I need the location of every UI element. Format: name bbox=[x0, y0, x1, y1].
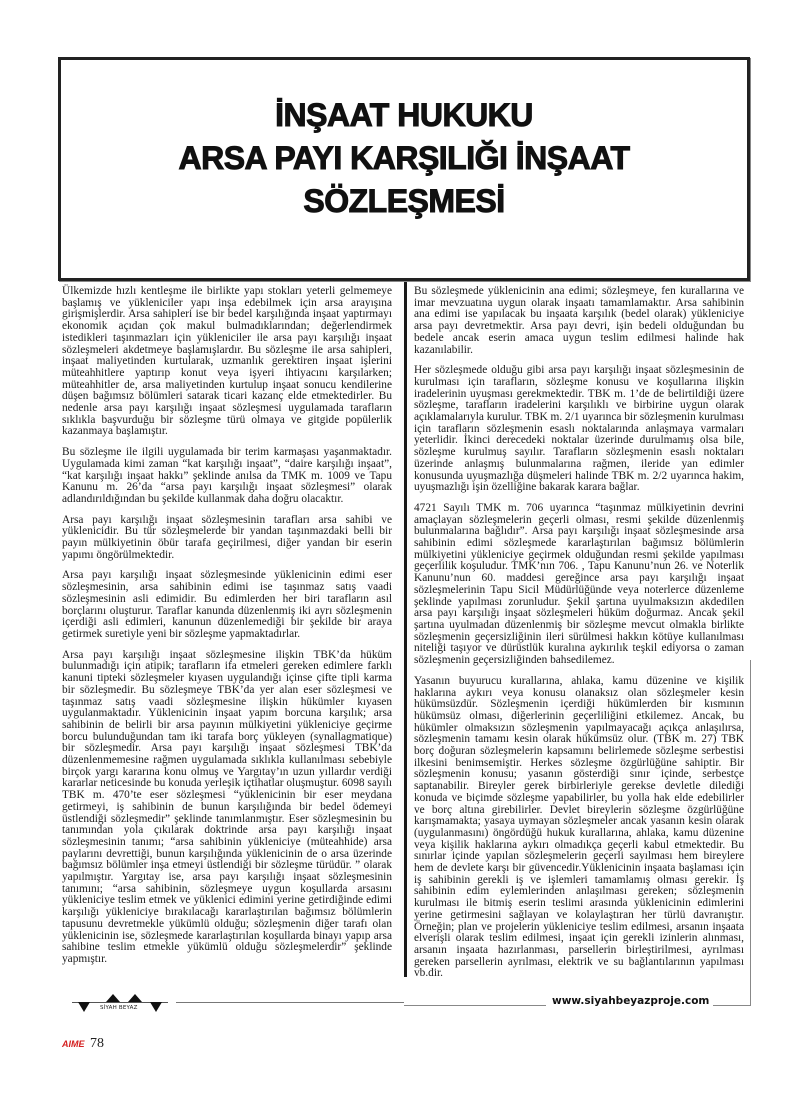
paragraph: Yasanın buyurucu kurallarına, ahlaka, kamu düzenine ve kişilik haklarına aykırı veya konusu olanaksız olan sözleşmeler kesin hükümsüzdür. Sözleşmenin içerdiği hükümlerden bir kısmının hükümsüz olması, diğerlerinin geçerliliğini etkilemez. Ancak, bu hükümler olmaksızın sözleşmenin yapılmayacağı açıkça anlaşılırsa, sözleşmenin tamamı kesin olarak hükümsüz olur. (TBK m. 27) TBK borç doğuran sözleşmelerin kapsamını belirlemede sözleşme serbestisi ilkesini benimsemiştir. Herkes sözleşme özgürlüğüne sahiptir. Bir sözleşmenin konusu; yasanın gösterdiği sınır içinde, serbestçe saptanabilir. Bireyler gerek birbirleriyle gerekse devletle dilediği konuda ve biçimde sözleşme yapabilirler, bu yolla hak elde edebilirler ve borç altına girebilirler. Devlet bireylerin sözleşme özgürlüğüne karışmamakta; yasaya uymayan sözleşmeler ancak yasanın kesin olarak (uygulanmasını) öngördüğü hukuk kurallarına, ahlaka, kamu düzenine veya kişilik haklarına aykırı olmadıkça geçerli kabul etmektedir. Bu sınırlar içinde yapılan sözleşmelerin geçerli sayılması hem bireylere hem de devlete karşı bir güvencedir.Yüklenicinin inşaata başlaması için iş sahibinin gerekli iş ve işlemleri tamamlamış olması gerekir. İş sahibinin edim eylemlerinden anlaşılması gereken; sözleşmenin kurulması ile bitmiş eserin teslimi arasında yüklenicinin edimlerini yerine getirmesini sağlayan ve kolaylaştıran her türlü davranıştır. Örneğin; plan ve projelerin yükleniciye teslim edilmesi, arsanın inşaata elverişli olarak teslim edilmesi, inşaat için gerekli izinlerin alınması, arsanın inşaata hazırlanması, parsellerin birleştirilmesi, ayrılması gereken parsellerin ayrılması, elektrik ve su bağlantılarının yapılması vb.dir. bbox=[414, 674, 744, 980]
paragraph: Arsa payı karşılığı inşaat sözleşmesine ilişkin TBK’da hüküm bulunmadığı için atipik; tarafların ifa etmeleri gereken edimlere farklı kanuni tipteki sözleşmeler kıyasen uygulandığı içinse çifte tipli karma bir sözleşmedir. Bu sözleşmeye TBK’da yer alan eser sözleşmesi ve taşınmaz satış vaadi sözleşmesine ilişkin hükümler kıyasen uygulanmaktadır. Yüklenicinin inşaat yapım borcuna karşılık; arsa sahibinin de belirli bir arsa payının mülkiyetini yükleniciye geçirme borcu bulunduğundan tam iki tarafa borç yükleyen (synallagmatique) bir sözleşmedir. Arsa payı karşılığı inşaat sözleşmesi TBK’da düzenlenmemesine rağmen uygulamada sıklıkla kullanılması sebebiyle birçok yargı kararına konu olmuş ve Yargıtay’ın uzun yıllardır verdiği kararlar neticesinde bu konuda yerleşik içtihatlar oluşmuştur. 6098 sayılı TBK m. 470’te eser sözleşmesi “yüklenicinin bir eser meydana getirmeyi, iş sahibinin de bunun karşılığında bir bedel ödemeyi üstlendiği sözleşmedir” şeklinde tanımlanmıştır. Eser sözleşmesinin bu tanımından yola çıkılarak doktrinde arsa payı karşılığı inşaat sözleşmesinin tanımı; “arsa sahibinin yükleniciye (müteahhide) arsa paylarını devrettiği, bunun karşılığında yüklenicinin de o arsa üzerinde bağımsız bölümler inşa etmeyi üstlendiği bir sözleşme türüdür. ” olarak yapılmıştır. Yargıtay ise, arsa payı karşılığı inşaat sözleşmesinin tanımını; “arsa sahibinin, sözleşmeye uygun koşullarda arsasını yükleniciye teslim etmek ve yüklenici edimini yerine getirdiğinde edimi karşılığı yükleniciye bırakılacağı kararlaştırılan bağımsız bölümlerin tapusunu devretmekle yükümlü olduğu; sözleşmenin diğer tarafı olan yüklenicinin ise, sözleşmede kararlaştırılan koşullarda binayı yapıp arsa sahibine teslim etmekle yükümlü olduğu sözleşmelerdir” şeklinde yapmıştır. bbox=[62, 648, 392, 965]
title-box bbox=[58, 57, 750, 281]
paragraph: Ülkemizde hızlı kentleşme ile birlikte yapı stokları yeterli gelmemeye başlamış ve yükleniciler yapı inşa edebilmek için arsa arayışına girişmişlerdir. Arsa sahipleri ise bir bedel karşılığında inşaat yaptırmayı ekonomik açıdan çok makul bulmadıklarından; değerlendirmek istedikleri taşınmazları için yükleniciler ile arsa payı karşılığı inşaat sözleşmeleri akdetmeye başlamışlardır. Bu sözleşme ile arsa sahipleri, inşaat maliyetinden kurtularak, uzmanlık gerektiren inşaat işlerini müteahhitlere yaptırıp konut veya işyeri ihtiyacını karşılarken; müteahhitler de, arsa maliyetinden kurtulup inşaat sonucu kendilerine düşen bağımsız bölümleri satarak ticari kazanç elde etmektedirler. Bu nedenle arsa payı karşılığı inşaat sözleşmesi uygulamada tarafların sıklıkla başvurduğu bir sözleşme türü olmaya ve gitgide popülerlik kazanmaya başlamıştır. bbox=[62, 285, 392, 438]
logo-triangle-down-icon bbox=[78, 1002, 90, 1012]
column-divider bbox=[404, 282, 407, 977]
footer-rule-left bbox=[404, 1005, 546, 1006]
right-column bbox=[414, 286, 744, 989]
right-border-line bbox=[750, 660, 751, 1005]
logo-triangle-up-icon bbox=[128, 994, 142, 1002]
title-line-3: SÖZLEŞMESİ bbox=[303, 183, 505, 219]
paragraph: Her sözleşmede olduğu gibi arsa payı karşılığı inşaat sözleşmesinin de kurulması için tarafların, sözleşme konusu ve koşullarına ilişkin iradelerinin uyuşması gerekmektedir. TBK m. 1’de de belirtildiği üzere sözleşme, tarafların iradelerini karşılıklı ve birbirine uygun olarak açıklamalarıyla kurulur. TBK m. 2/1 uyarınca bir sözleşmenin kurulması için tarafların sözleşmenin esaslı noktalarında anlaşmaya varmaları yeterlidir. İkinci derecedeki noktalar üzerinde durulmamış olsa bile, sözleşme kurulmuş sayılır. Tarafların sözleşmenin esaslı noktaları üzerinde anlaşmış bulunmalarına rağmen, ileride yan edimler konusunda uyuşmazlığa düşmeleri halinde TBK m. 2/2 uyarınca hakim, uyuşmazlığı işin özelliğine bakarak karara bağlar. bbox=[414, 364, 744, 494]
magazine-logo: AIME bbox=[62, 1039, 85, 1049]
page-number: 78 bbox=[90, 1036, 104, 1051]
left-column bbox=[62, 286, 392, 975]
paragraph: Arsa payı karşılığı inşaat sözleşmesinde yüklenicinin edimi eser sözleşmesinin, arsa sahibinin edimi ise taşınmaz satış vaadi sözleşmesinin asli edimidir. Bu edimlerden her biri tarafların asıl borçlarını oluşturur. Taraflar kanunda düzenlenmiş iki ayrı sözleşmenin içerdiği asli edimleri, kanunun düzenlemediği bir şekilde bir araya getirmek suretiyle yeni bir sözleşme yapmaktadırlar. bbox=[62, 569, 392, 640]
paragraph: Arsa payı karşılığı inşaat sözleşmesinin tarafları arsa sahibi ve yüklenicidir. Bu tür sözleşmelerde bir yandan taşınmazdaki belli bir payın mülkiyetinin öbür tarafa geçirilmesi, diğer yandan bir eserin yapımı öngörülmektedir. bbox=[62, 513, 392, 561]
paragraph: 4721 Sayılı TMK m. 706 uyarınca “taşınmaz mülkiyetinin devrini amaçlayan sözleşmelerin geçerli olması, resmi şekilde düzenlenmiş bulunmalarına bağlıdır”. Arsa payı karşılığı inşaat sözleşmesinde arsa sahibinin edimi sözleşmede kararlaştırılan bağımsız bölümlerin mülkiyetini yükleniciye geçirmek olduğundan resmi şekilde yapılması geçerlilik koşuludur. TMK’nın 706. , Tapu Kanunu’nun 26. ve Noterlik Kanunu’nun 60. maddesi gereğince arsa payı karşılığı inşaat sözleşmelerinin Tapu Sicil Müdürlüğünde veya noterlerce düzenleme şeklinde yapılması zorunludur. Şekil şartına uyulmaksızın akdedilen arsa payı karşılığı inşaat sözleşmeleri hüküm doğurmaz. Ancak şekil şartına uyulmadan düzenlenmiş bir sözleşme mevcut olmakla birlikte sözleşmenin geçersizliğinin ileri sürülmesi hakkın kötüye kullanılması niteliği taşıyor ve dürüstlük kuralına aykırılık teşkil ediyorsa o zaman sözleşmenin geçersizliğinden bahsedilemez. bbox=[414, 501, 744, 667]
logo-triangle-up-icon bbox=[106, 994, 120, 1002]
paragraph: Bu sözleşme ile ilgili uygulamada bir terim karmaşası yaşanmaktadır. Uygulamada kimi zaman “kat karşılığı inşaat”, “daire karşılığı inşaat”, “kat karşılığı inşaat hakkı” şeklinde anılsa da TMK m. 1009 ve Tapu Kanunu m. 26’da “arsa payı karşılığı inşaat sözleşmesi” olarak adlandırıldığından bu şekilde kullanmak daha doğru olacaktır. bbox=[62, 446, 392, 505]
title-line-1: İNŞAAT HUKUKU bbox=[275, 97, 533, 133]
brand-logo-text: SİYAH BEYAZ bbox=[100, 1005, 138, 1011]
footer-divider bbox=[176, 1002, 404, 1003]
website-link[interactable]: www.siyahbeyazproje.com bbox=[548, 995, 713, 1007]
article-title bbox=[61, 94, 747, 223]
logo-triangle-down-icon bbox=[150, 1002, 162, 1012]
title-line-2: ARSA PAYI KARŞILIĞI İNŞAAT bbox=[178, 140, 630, 176]
paragraph: Bu sözleşmede yüklenicinin ana edimi; sözleşmeye, fen kurallarına ve imar mevzuatına uygun olarak inşaatı tamamlamaktır. Arsa sahibinin ana edimi ise yapılacak bu inşaata karşılık (bedel olarak) yükleniciye arsa payı devretmektir. Arsa payı devri, işin bedeli olduğundan bu bedele ancak eserin amaca uygun teslim edilmesi halinde hak kazanılabilir. bbox=[414, 285, 744, 356]
